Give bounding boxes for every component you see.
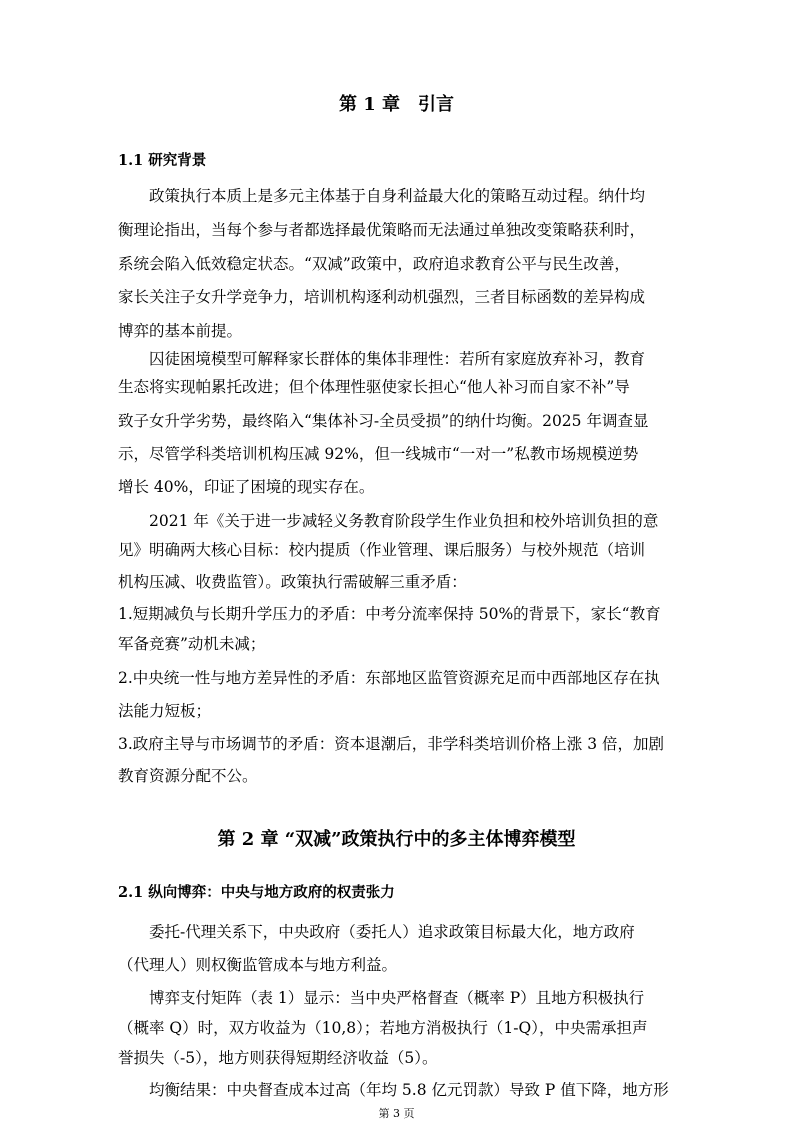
paragraph-line: （代理人）则权衡监管成本与地方利益。 bbox=[118, 956, 398, 974]
paragraph-line: 见》明确两大核心目标：校内提质（作业管理、课后服务）与校外规范（培训 bbox=[118, 541, 646, 559]
paragraph-line: 致子女升学劣势，最终陷入“集体补习-全员受损”的纳什均衡。2025 年调查显 bbox=[118, 412, 649, 430]
list-item-line: 教育资源分配不公。 bbox=[118, 767, 258, 785]
page-number: 第 3 页 bbox=[378, 1107, 415, 1120]
paragraph-line: 委托-代理关系下，中央政府（委托人）追求政策目标最大化，地方政府 bbox=[149, 923, 635, 941]
list-item-line: 法能力短板； bbox=[118, 702, 212, 720]
paragraph-line: 家长关注子女升学竞争力，培训机构逐利动机强烈，三者目标函数的差异构成 bbox=[118, 288, 646, 306]
paragraph-line: 生态将实现帕累托改进；但个体理性驱使家长担心“他人补习而自家不补”导 bbox=[118, 378, 630, 396]
list-item-line: 2.中央统一性与地方差异性的矛盾：东部地区监管资源充足而中西部地区存在执 bbox=[118, 669, 660, 687]
paragraph-line: 机构压减、收费监管）。政策执行需破解三重矛盾： bbox=[118, 573, 467, 591]
paragraph-line: 博弈支付矩阵（表 1）显示：当中央严格督查（概率 P）且地方积极执行 bbox=[149, 989, 645, 1007]
paragraph-line: 誉损失（-5），地方则获得短期经济收益（5）。 bbox=[118, 1049, 438, 1067]
chapter-2-title: 第 2 章 “双减”政策执行中的多主体博弈模型 bbox=[217, 829, 576, 850]
paragraph-line: 增长 40%，印证了困境的现实存在。 bbox=[118, 478, 375, 496]
section-2-1-heading: 2.1 纵向博弈：中央与地方政府的权责张力 bbox=[118, 884, 395, 901]
paragraph-line: 均衡结果：中央督查成本过高（年均 5.8 亿元罚款）导致 P 值下降，地方形 bbox=[149, 1081, 669, 1099]
section-1-1-heading: 1.1 研究背景 bbox=[118, 152, 207, 169]
list-item-line: 1.短期减负与长期升学压力的矛盾：中考分流率保持 50%的背景下，家长“教育 bbox=[118, 605, 661, 623]
chapter-1-title: 第 1 章 引言 bbox=[338, 94, 455, 115]
paragraph-line: 博弈的基本前提。 bbox=[118, 322, 243, 340]
paragraph-line: 示，尽管学科类培训机构压减 92%，但一线城市“一对一”私教市场规模逆势 bbox=[118, 445, 639, 463]
list-item-line: 3.政府主导与市场调节的矛盾：资本退潮后，非学科类培训价格上涨 3 倍，加剧 bbox=[118, 735, 665, 753]
paragraph-line: 政策执行本质上是多元主体基于自身利益最大化的策略互动过程。纳什均 bbox=[149, 187, 646, 205]
paragraph-line: 系统会陷入低效稳定状态。“双减”政策中，政府追求教育公平与民生改善， bbox=[118, 255, 630, 273]
paragraph-line: 囚徒困境模型可解释家长群体的集体非理性：若所有家庭放弃补习，教育 bbox=[149, 350, 646, 368]
paragraph-line: 2021 年《关于进一步减轻义务教育阶段学生作业负担和校外培训负担的意 bbox=[149, 512, 659, 530]
list-item-line: 军备竞赛”动机未减； bbox=[118, 635, 266, 653]
paragraph-line: 衡理论指出，当每个参与者都选择最优策略而无法通过单独改变策略获利时， bbox=[118, 221, 646, 239]
paragraph-line: （概率 Q）时，双方收益为（10,8）；若地方消极执行（1-Q），中央需承担声 bbox=[118, 1019, 648, 1037]
